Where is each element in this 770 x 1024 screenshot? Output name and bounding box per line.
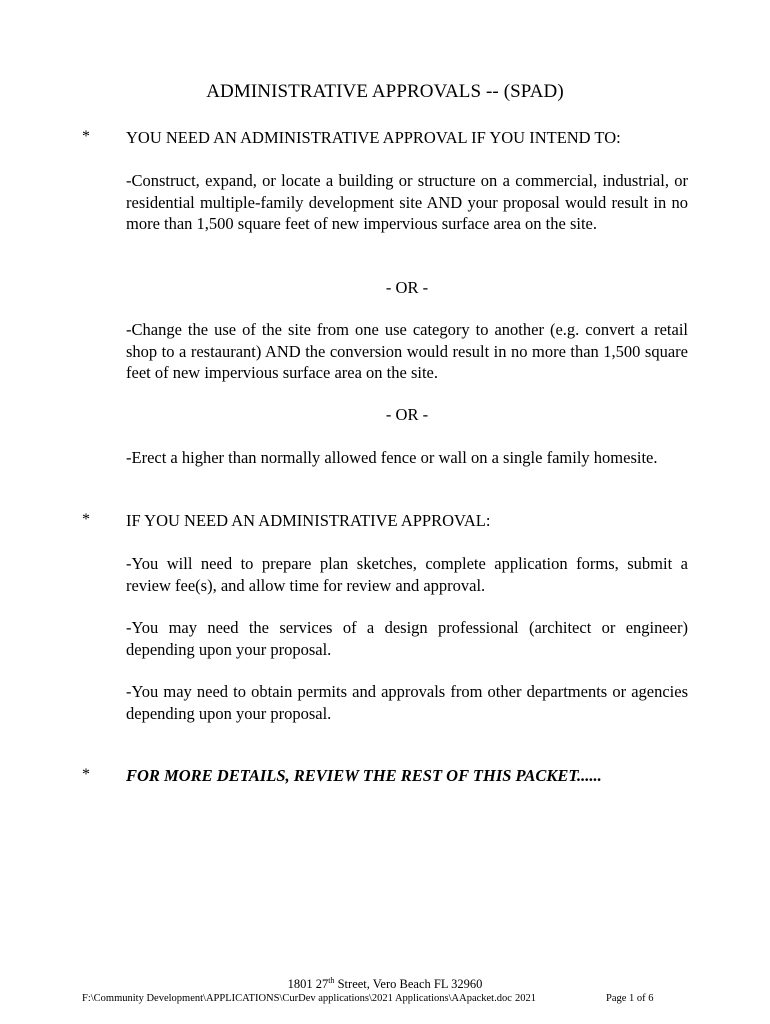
or-separator: - OR - xyxy=(385,405,429,424)
more-details-note: FOR MORE DETAILS, REVIEW THE REST OF THIS PACKET...... xyxy=(126,766,602,785)
section-heading-intend: YOU NEED AN ADMINISTRATIVE APPROVAL IF YOU INTEND TO: xyxy=(126,128,621,147)
footer-file-path: F:\Community Development\APPLICATIONS\CurDev applications\2021 Applications\AApacket.doc xyxy=(82,993,512,1004)
paragraph-fence: -Erect a higher than normally allowed fence or wall on a single family homesite. xyxy=(126,448,658,467)
paragraph-design-professional: -You may need the services of a design professional (architect or engineer) depending upon your proposal. xyxy=(126,618,688,659)
paragraph-construct: -Construct, expand, or locate a building or structure on a commercial, industrial, or residential multiple-family development site AND your proposal would result in no more than 1,500 square feet of new impervious surface area on the site. xyxy=(126,171,688,233)
bullet-marker: * xyxy=(82,511,90,528)
paragraph-plan-sketches: -You will need to prepare plan sketches, complete application forms, submit a review fee(s), and allow time for review and approval. xyxy=(126,554,688,595)
bullet-marker: * xyxy=(82,128,90,145)
footer-address: 1801 27th Street, Vero Beach FL 32960 xyxy=(287,975,483,991)
section-heading-if-need: IF YOU NEED AN ADMINISTRATIVE APPROVAL: xyxy=(126,511,491,530)
document-title: ADMINISTRATIVE APPROVALS -- (SPAD) xyxy=(206,81,564,102)
or-separator: - OR - xyxy=(385,278,429,297)
paragraph-permits: -You may need to obtain permits and approvals from other departments or agencies depending upon your proposal. xyxy=(126,682,688,723)
paragraph-change-use: -Change the use of the site from one use category to another (e.g. convert a retail shop to a restaurant) AND the conversion would result in no more than 1,500 square feet of new impervious surface area on the site. xyxy=(126,320,688,382)
footer-year: 2021 xyxy=(515,993,536,1004)
footer-page-number: Page 1 of 6 xyxy=(606,993,654,1004)
bullet-marker: * xyxy=(82,766,90,783)
